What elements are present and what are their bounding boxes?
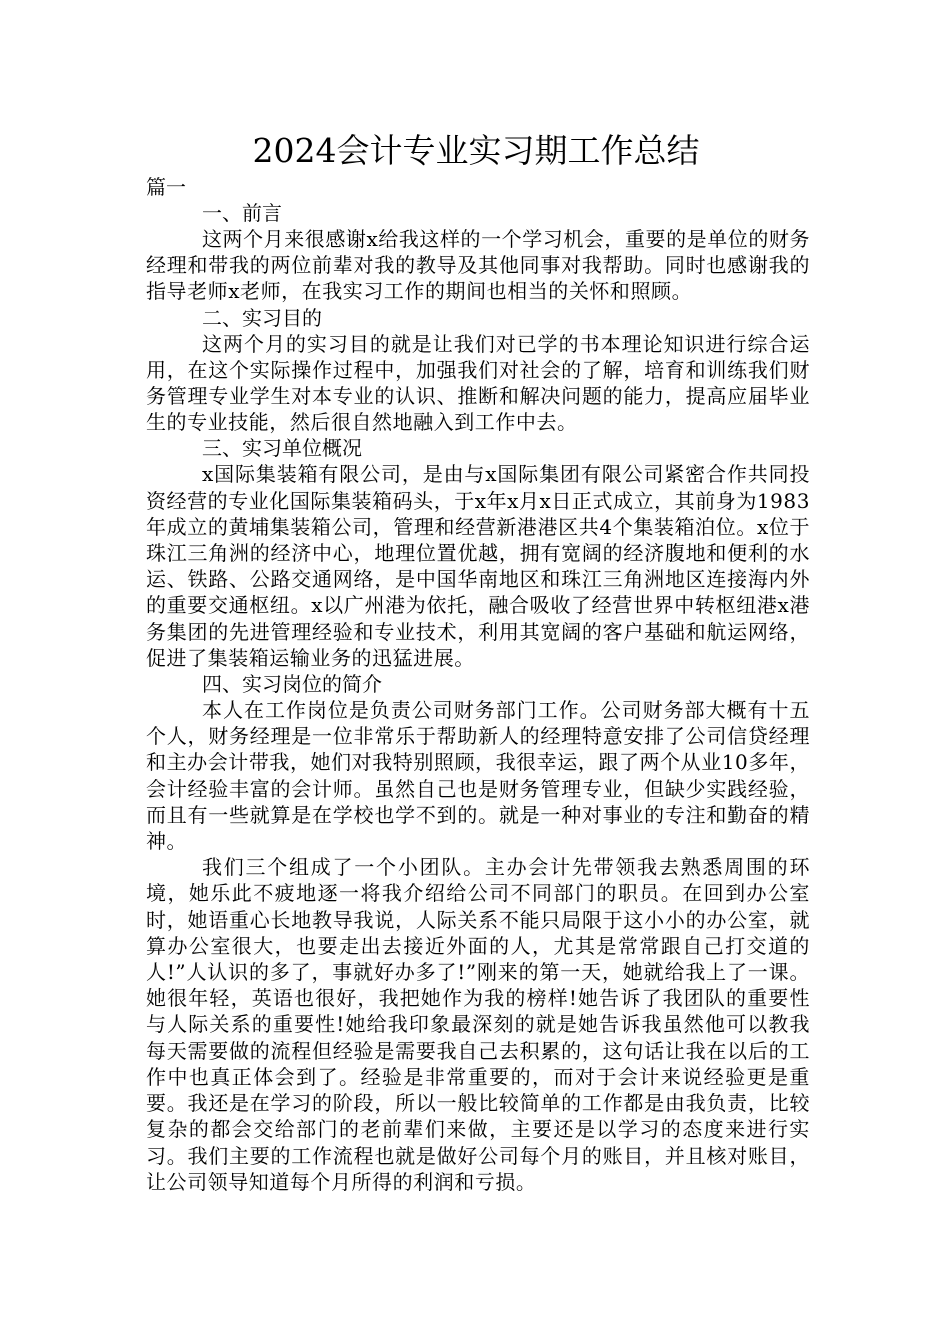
section-heading-preface: 一、前言 <box>202 201 282 225</box>
document-page <box>146 128 810 1195</box>
document-title: 2024会计专业实习期工作总结 <box>252 131 700 170</box>
paragraph-position-2: 我们三个组成了一个小团队。主办会计先带领我去熟悉周围的环境，她乐此不疲地逐一将我介绍给公司不同部门的职员。在回到办公室时，她语重心长地教导我说，人际关系不能只局限于这小小的办公室，就算办公室很大，也要走出去接近外面的人，尤其是常常跟自己打交道的人!”人认识的多了，事就好办多了!”刚来的第一天，她就给我上了一课。她很年轻，英语也很好，我把她作为我的榜样!她告诉了我团队的重要性与人际关系的重要性!她给我印象最深刻的就是她告诉我虽然他可以教我每天需要做的流程但经验是需要我自己去积累的，这句话让我在以后的工作中也真正体会到了。经验是非常重要的，而对于会计来说经验更是重要。我还是在学习的阶段，所以一般比较简单的工作都是由我负责，比较复杂的都会交给部门的老前辈们来做，主要还是以学习的态度来进行实习。我们主要的工作流程也就是做好公司每个月的账目，并且核对账目，让公司领导知道每个月所得的利润和亏损。 <box>146 855 810 1194</box>
section-heading-company: 三、实习单位概况 <box>202 436 362 461</box>
section-heading-purpose: 二、实习目的 <box>202 305 322 330</box>
section-heading-position: 四、实习岗位的简介 <box>202 672 382 697</box>
part-label: 篇一 <box>146 175 186 199</box>
paragraph-preface: 这两个月来很感谢x给我这样的一个学习机会，重要的是单位的财务经理和带我的两位前辈对我的教导及其他同事对我帮助。同时也感谢我的指导老师x老师，在我实习工作的期间也相当的关怀和照顾。 <box>146 227 810 304</box>
paragraph-company: x国际集装箱有限公司，是由与x国际集团有限公司紧密合作共同投资经营的专业化国际集装箱码头，于x年x月x日正式成立，其前身为1983年成立的黄埔集装箱公司，管理和经营新港港区共4个集装箱泊位。x位于珠江三角洲的经济中心，地理位置优越，拥有宽阔的经济腹地和便利的水运、铁路、公路交通网络，是中国华南地区和珠江三角洲地区连接海内外的重要交通枢纽。x以广州港为依托，融合吸收了经营世界中转枢纽港x港务集团的先进管理经验和专业技术，利用其宽阔的客户基础和航运网络，促进了集装箱运输业务的迅猛进展。 <box>146 462 810 670</box>
paragraph-purpose: 这两个月的实习目的就是让我们对已学的书本理论知识进行综合运用，在这个实际操作过程中，加强我们对社会的了解，培育和训练我们财务管理专业学生对本专业的认识、推断和解决问题的能力，提高应届毕业生的专业技能，然后很自然地融入到工作中去。 <box>146 331 810 435</box>
paragraph-position-1: 本人在工作岗位是负责公司财务部门工作。公司财务部大概有十五个人，财务经理是一位非常乐于帮助新人的经理特意安排了公司信贷经理和主办会计带我，她们对我特别照顾，我很幸运，跟了两个从业10多年，会计经验丰富的会计师。虽然自己也是财务管理专业，但缺少实践经验，而且有一些就算是在学校也学不到的。就是一种对事业的专注和勤奋的精神。 <box>146 698 810 854</box>
